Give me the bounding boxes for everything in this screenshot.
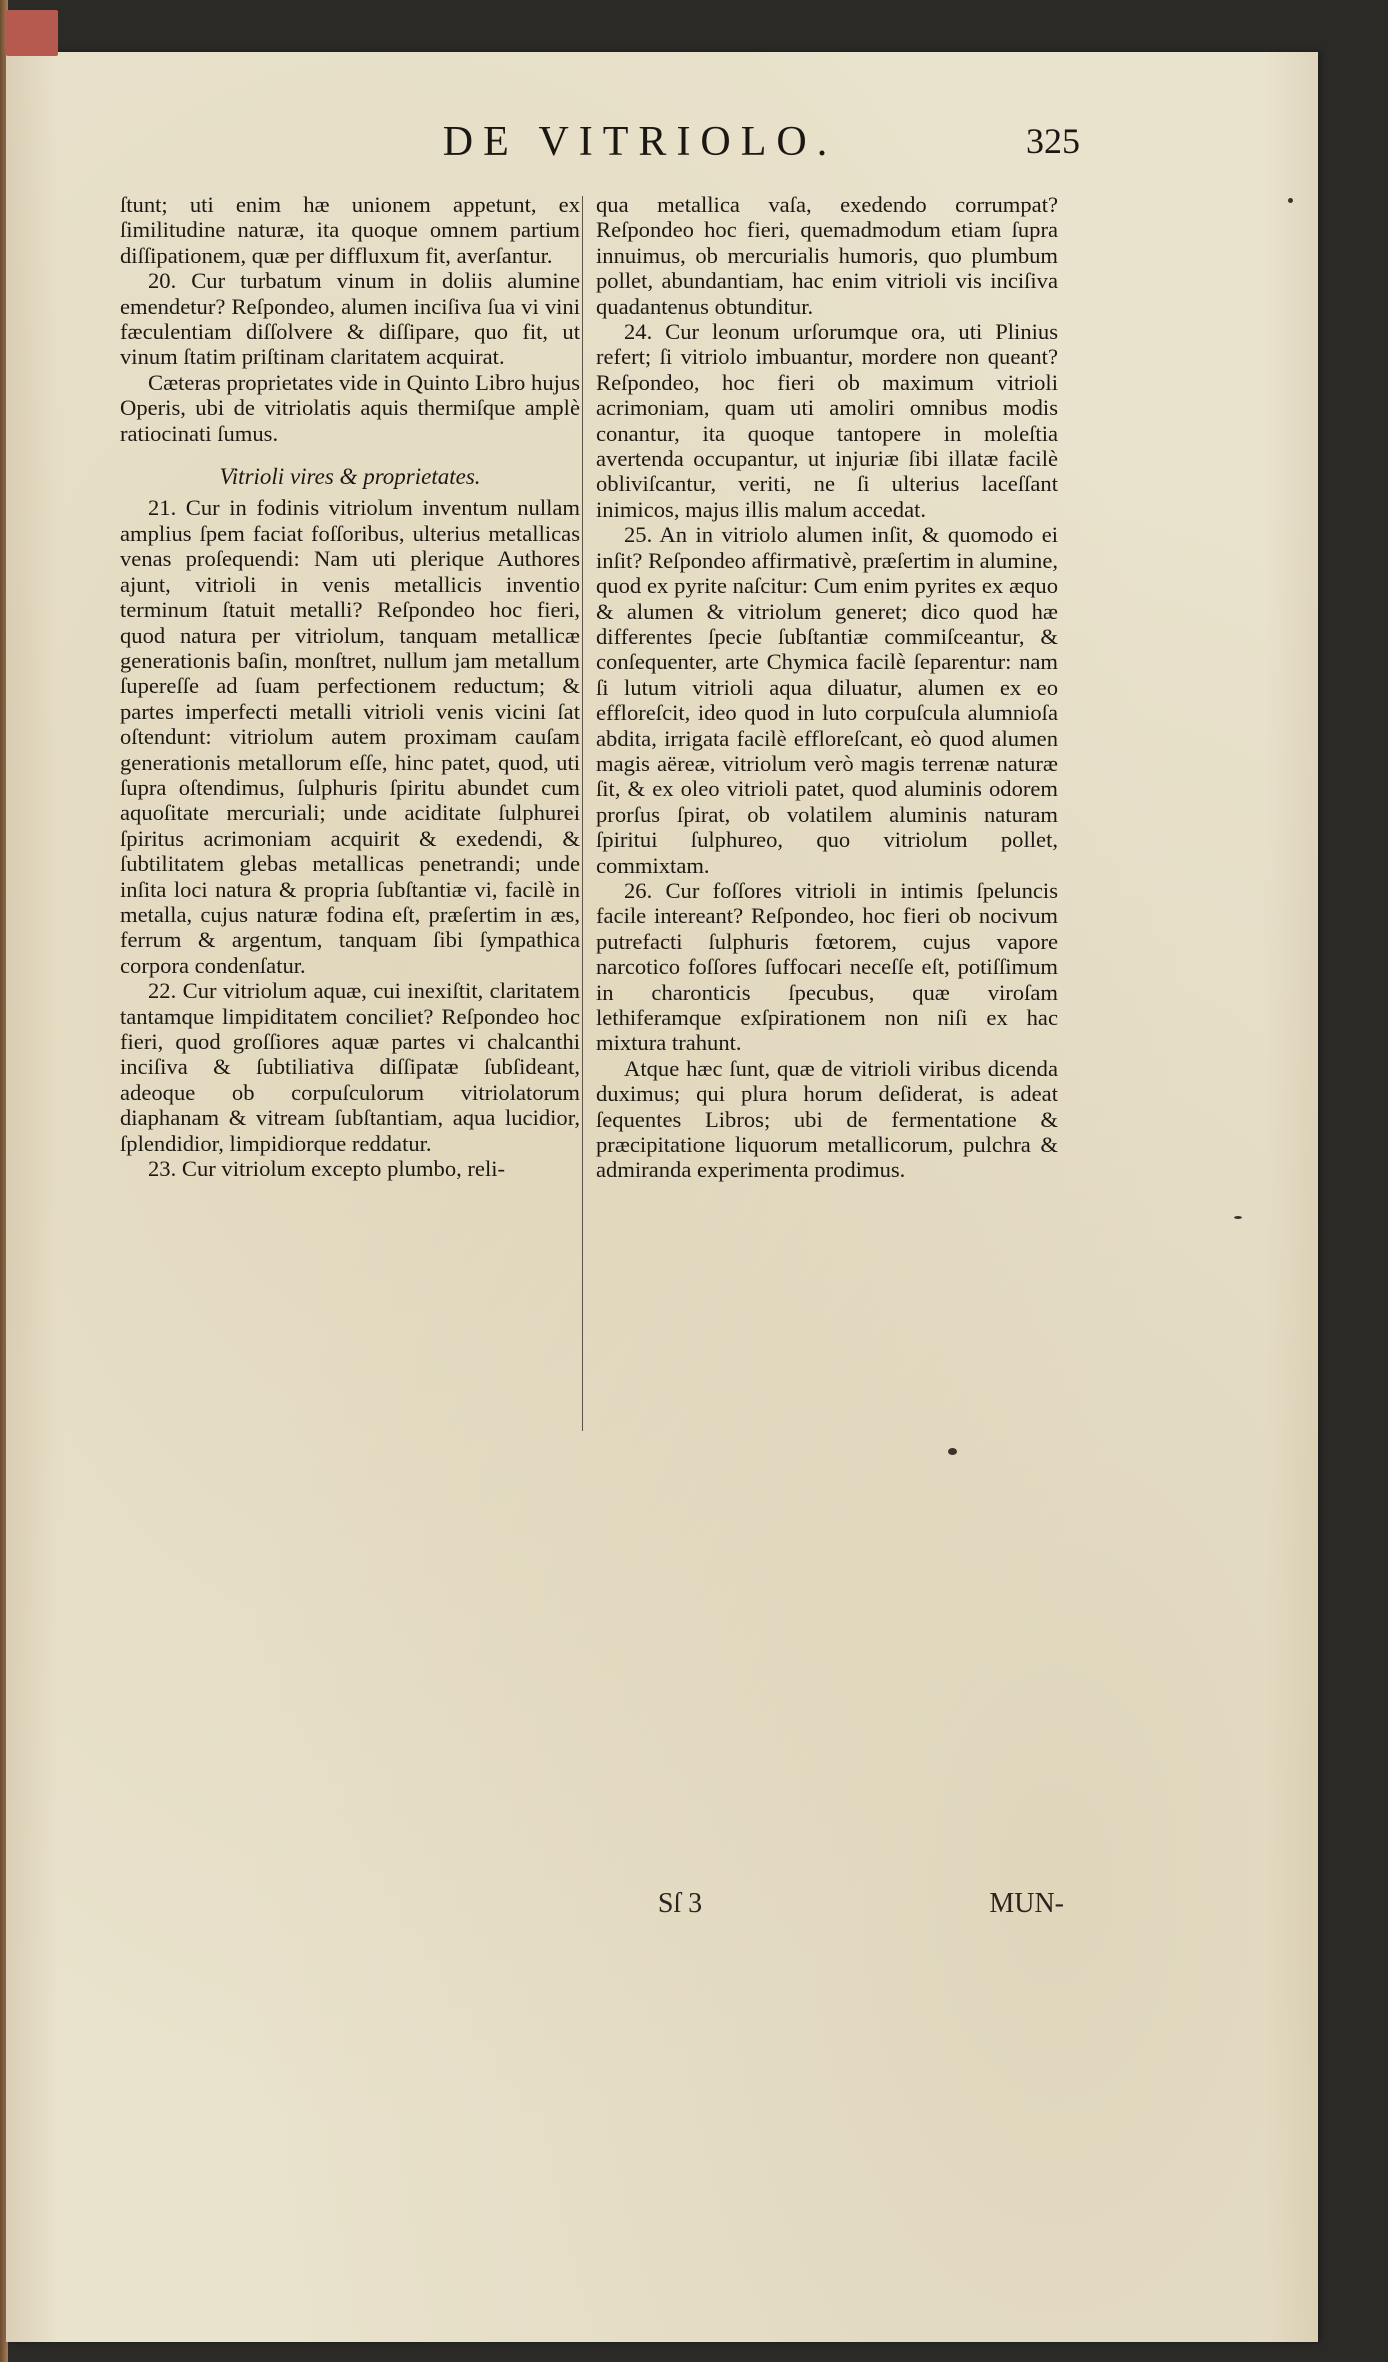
left-para-1: ſtunt; uti enim hæ unionem appetunt, ex ſimilitudine naturæ, ita quoque omnem partium diſſipationem, quæ per diffluxum fit, averſantur. <box>120 192 580 268</box>
right-para-3: 25. An in vitriolo alumen inſit, & quomodo ei inſit? Reſpondeo affirmativè, præſertim in alumine, quod ex pyrite naſcitur: Cum enim pyrites ex æquo & alumen & vitriolum generet; dico quod hæ differentes ſpecie ſubſtantiæ commiſceantur, & conſequenter, arte Chymica facilè ſeparentur: nam ſi lutum vitrioli aqua diluatur, alumen ex eo effloreſcit, ideo quod in luto corpuſcula alumnioſa abdita, irrigata facilè effloreſcant, eò quod alumen magis aëreæ, vitriolum verò magis terrenæ naturæ ſit, & ex oleo vitrioli patet, quod aluminis odorem prorſus ſpirat, ob volatilem aluminis naturam ſpiritui ſulphureo, quo vitriolum pollet, commixtam. <box>596 522 1059 878</box>
right-para-2: 24. Cur leonum urſorumque ora, uti Plinius refert; ſi vitriolo imbuantur, mordere non queant? Reſpondeo, hoc fieri ob maximum vitrioli acrimoniam, quam uti amoliri omnibus modis conantur, ita quoque tantopere in moleſtia avertenda occupantur, ut injuriæ ſibi illatæ facilè obliviſcantur, veriti, ne ſi ulterius laceſſant inimicos, majus illis malum accedat. <box>596 319 1058 522</box>
left-para-3: Cæteras proprietates vide in Quinto Libro hujus Operis, ubi de vitriolatis aquis thermiſque amplè ratiocinati ſumus. <box>120 369 580 446</box>
right-para-4: 26. Cur foſſores vitrioli in intimis ſpeluncis facile intereant? Reſpondeo, hoc fieri ob nocivum putrefacti ſulphuris fœtorem, cujus vapore narcotico foſſores ſuffocari neceſſe eſt, potiſſimum in charonticis ſpecubus, quæ viroſam lethiferamque exſpirationem non niſi ex hac mixtura trahunt. <box>596 877 1058 1056</box>
left-para-5: 22. Cur vitriolum aquæ, cui inexiſtit, claritatem tantamque limpiditatem conciliet? Reſpondeo hoc fieri, quod groſſiores aquæ partes vi chalcanthi inciſiva & ſubtiliativa diſſipatæ ſubſideant, adeoque ob corpuſculorum vitriolatorum diaphanam & vitream ſubſtantiam, aqua lucidior, ſplendidior, limpidiorque reddatur. <box>120 978 580 1156</box>
right-para-1: qua metallica vaſa, exedendo corrumpat? Reſpondeo hoc fieri, quemadmodum etiam ſupra innuimus, ob mercurialis humoris, quo plumbum pollet, abundantiam, hac enim vitrioli vis inciſiva quadantenus obtunditur. <box>596 192 1058 319</box>
red-edge-stain <box>6 10 58 56</box>
left-column <box>120 192 580 1181</box>
ink-speck <box>948 1448 957 1455</box>
page-number: 325 <box>1026 121 1080 161</box>
ink-speck <box>1234 1216 1242 1219</box>
left-para-4: 21. Cur in fodinis vitriolum inventum nullam amplius ſpem faciat foſſoribus, ulterius metallicas venas proſequendi: Nam uti plerique Authores ajunt, vitrioli in venis metallicis inventio terminum ſtatuit metalli? Reſpondeo hoc fieri, quod natura per vitriolum, tanquam metallicæ generationis baſin, monſtret, nullum jam metallum ſupereſſe ad ſuam perfectionem reductum; & partes imperfecti metalli vitrioli venis vicini ſat oſtendunt: vitriolum autem proximam cauſam generationis metallorum eſſe, hinc patet, quod, uti ſupra oſtendimus, ſulphuris ſpiritu abundet cum aquoſitate mercuriali; unde aciditate ſulphurei ſpiritus acrimoniam acquirit & exedendi, & ſubtilitatem glebas metallicas penetrandi; unde inſita loci natura & propria ſubſtantiæ vi, facilè in metalla, cujus naturæ fodina eſt, præſertim in æs, ferrum & argentum, tanquam ſibi ſympathica corpora condenſatur. <box>120 495 580 978</box>
left-para-2: 20. Cur turbatum vinum in doliis alumine emendetur? Reſpondeo, alumen inciſiva ſua vi vini fæculentiam diſſolvere & diſſipare, quo fit, ut vinum ſtatim priſtinam claritatem acquirat. <box>120 268 580 370</box>
catchword: MUN- <box>989 1888 1064 1919</box>
right-para-5: Atque hæc ſunt, quæ de vitrioli viribus dicenda duximus; qui plura horum deſiderat, is adeat ſequentes Libros; ubi de fermentatione & præcipitatione liquorum metallicorum, pulchra & admiranda experimenta prodimus. <box>596 1055 1058 1183</box>
running-head: DE VITRIOLO. <box>442 119 838 165</box>
signature-mark: Sſ 3 <box>657 1888 703 1919</box>
column-divider <box>582 196 583 1431</box>
right-column <box>596 192 1058 1183</box>
section-heading: Vitrioli vires & proprietates. <box>219 464 481 490</box>
ink-speck <box>1288 198 1293 203</box>
left-para-6: 23. Cur vitriolum excepto plumbo, reli- <box>148 1156 506 1182</box>
